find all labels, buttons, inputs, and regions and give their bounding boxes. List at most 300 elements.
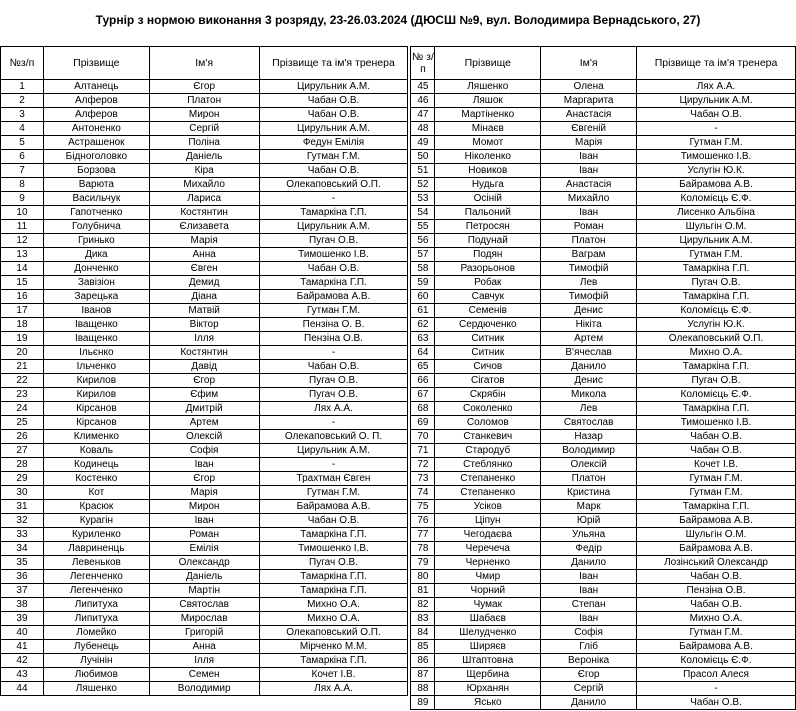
name-cell: Костянтин [149,206,259,220]
table-row [1,612,796,626]
row-number: 38 [1,598,44,612]
name-cell: Давід [149,360,259,374]
coach-cell: Тамаркіна Г.П. [259,654,408,668]
coach-cell: Коломієць Є.Ф. [637,388,796,402]
coach-cell: Лях А.А. [637,80,796,94]
coach-cell: Лях А.А. [259,402,408,416]
row-number: 67 [411,388,435,402]
row-number: 35 [1,556,44,570]
row-number: 81 [411,584,435,598]
surname-cell: Алферов [43,94,149,108]
coach-cell: Чабан О.В. [637,696,796,710]
surname-cell: Скрябін [435,388,541,402]
coach-cell: Чабан О.В. [259,164,408,178]
name-cell: Денис [541,374,637,388]
surname-cell: Мінаєв [435,122,541,136]
coach-cell: Гутман Г.М. [637,486,796,500]
row-number: 41 [1,640,44,654]
name-cell: Євгеній [541,122,637,136]
row-number: 66 [411,374,435,388]
table-row [1,654,796,668]
table-row [1,556,796,570]
coach-cell: Чабан О.В. [637,444,796,458]
name-cell: Іван [541,150,637,164]
name-cell: Єфим [149,388,259,402]
row-number: 27 [1,444,44,458]
name-cell: Сергій [541,682,637,696]
name-cell: Мирослав [149,612,259,626]
row-number: 33 [1,528,44,542]
row-number: 8 [1,178,44,192]
row-number: 48 [411,122,435,136]
row-number: 53 [411,192,435,206]
coach-cell: Цирульник А.М. [637,94,796,108]
coach-cell: Чабан О.В. [637,430,796,444]
name-cell: Єгор [541,668,637,682]
coach-cell: Пензіна О. В. [259,318,408,332]
surname-cell: Осіній [435,192,541,206]
name-cell: Платон [541,472,637,486]
surname-cell: Сердюченко [435,318,541,332]
coach-cell: Лисенко Альбіна [637,206,796,220]
coach-cell: Байрамова А.В. [259,290,408,304]
coach-cell: Цирульник А.М. [259,444,408,458]
coach-cell: Олекаповський О. П. [259,430,408,444]
name-cell: Степан [541,598,637,612]
table-row [1,472,796,486]
coach-cell: Прасол Алеся [637,668,796,682]
coach-cell: Михно О.А. [637,346,796,360]
name-cell: Платон [149,94,259,108]
coach-cell: Чабан О.В. [637,598,796,612]
table-row [1,80,796,94]
surname-cell: Ляшенко [43,682,149,696]
table-row [1,220,796,234]
row-number: 76 [411,514,435,528]
coach-cell: Тимошенко І.В. [637,150,796,164]
surname-cell: Разорьонов [435,262,541,276]
name-cell: Святослав [149,598,259,612]
coach-cell: Тамаркіна Г.П. [637,290,796,304]
surname-cell: Момот [435,136,541,150]
name-cell: Маргарита [541,94,637,108]
coach-cell: Олекаповський О.П. [637,332,796,346]
row-number: 80 [411,570,435,584]
name-cell: Вероніка [541,654,637,668]
surname-cell: Щербина [435,668,541,682]
table-row [1,346,796,360]
row-number: 75 [411,500,435,514]
surname-cell: Шелудченко [435,626,541,640]
surname-cell: Куриленко [43,528,149,542]
row-number: 18 [1,318,44,332]
surname-cell: Степаненко [435,472,541,486]
name-cell: Ілля [149,332,259,346]
page-title: Турнір з нормою виконання 3 розряду, 23-26.03.2024 (ДЮСШ №9, вул. Володимира Вернадського, 27) [95,13,701,27]
surname-cell: Стеблянко [435,458,541,472]
row-number: 45 [411,80,435,94]
table-row [1,682,796,696]
surname-cell: Зарецька [43,290,149,304]
name-cell: Платон [541,234,637,248]
row-number: 69 [411,416,435,430]
row-number: 24 [1,402,44,416]
table-row [1,164,796,178]
name-cell: Євген [149,262,259,276]
name-cell: Лариса [149,192,259,206]
name-cell: Михайло [149,178,259,192]
surname-cell: Липитуха [43,598,149,612]
coach-cell: Гутман Г.М. [637,136,796,150]
row-number: 54 [411,206,435,220]
coach-cell: Тимошенко І.В. [637,416,796,430]
surname-cell: Варюта [43,178,149,192]
row-number: 57 [411,248,435,262]
surname-cell: Легенченко [43,570,149,584]
surname-cell: Іванов [43,304,149,318]
coach-cell: Тамаркіна Г.П. [637,500,796,514]
surname-cell: Шабаєв [435,612,541,626]
surname-cell: Лубенець [43,640,149,654]
coach-cell: Байрамова А.В. [637,542,796,556]
header-surname-right: Прізвище [435,47,541,80]
name-cell: Лев [541,276,637,290]
surname-cell: Кирилов [43,374,149,388]
surname-cell: Курагін [43,514,149,528]
coach-cell: Гутман Г.М. [259,486,408,500]
coach-cell: - [259,346,408,360]
table-row [1,276,796,290]
table-row [1,444,796,458]
name-cell: Костянтин [149,346,259,360]
table-row [1,696,796,710]
coach-cell: Байрамова А.В. [637,640,796,654]
row-number: 37 [1,584,44,598]
name-cell: Михайло [541,192,637,206]
row-number: 4 [1,122,44,136]
name-cell: Святослав [541,416,637,430]
row-number: 64 [411,346,435,360]
row-number: 10 [1,206,44,220]
name-cell: Іван [541,570,637,584]
surname-cell: Іващенко [43,332,149,346]
row-number: 43 [1,668,44,682]
coach-cell: Михно О.А. [259,612,408,626]
row-number: 20 [1,346,44,360]
surname-cell: Антоненко [43,122,149,136]
row-number: 83 [411,612,435,626]
name-cell: Олексій [541,458,637,472]
row-number: 87 [411,668,435,682]
surname-cell: Бідноголовко [43,150,149,164]
row-number: 16 [1,290,44,304]
table-row [1,262,796,276]
row-number: 56 [411,234,435,248]
surname-cell: Завізіон [43,276,149,290]
table-row [1,668,796,682]
name-cell: Семен [149,668,259,682]
surname-cell: Іващенко [43,318,149,332]
name-cell: Тимофій [541,262,637,276]
surname-cell: Ільченко [43,360,149,374]
empty-cell [259,696,408,710]
row-number: 61 [411,304,435,318]
empty-cell [149,696,259,710]
coach-cell: - [637,682,796,696]
surname-cell: Мартіненко [435,108,541,122]
table-row [1,458,796,472]
coach-cell: Олекаповський О.П. [259,626,408,640]
coach-cell: Цирульник А.М. [259,80,408,94]
surname-cell: Робак [435,276,541,290]
name-cell: Роман [149,528,259,542]
name-cell: Анна [149,248,259,262]
surname-cell: Кирилов [43,388,149,402]
row-number: 63 [411,332,435,346]
coach-cell: Шульгін О.М. [637,528,796,542]
coach-cell: - [259,416,408,430]
coach-cell: Пензіна О.В. [259,332,408,346]
table-row [1,416,796,430]
name-cell: Марія [149,486,259,500]
coach-cell: Коломієць Є.Ф. [637,304,796,318]
name-cell: Мирон [149,500,259,514]
surname-cell: Дика [43,248,149,262]
coach-cell: Кочет І.В. [259,668,408,682]
name-cell: Іван [541,206,637,220]
row-number: 89 [411,696,435,710]
name-cell: Єлизавета [149,220,259,234]
name-cell: Віктор [149,318,259,332]
name-cell: Сергій [149,122,259,136]
coach-cell: Трахтман Євген [259,472,408,486]
row-number: 70 [411,430,435,444]
name-cell: Данило [541,556,637,570]
coach-cell: Тимошенко І.В. [259,542,408,556]
surname-cell: Чегодаєва [435,528,541,542]
name-cell: Іван [541,164,637,178]
coach-cell: Михно О.А. [637,612,796,626]
surname-cell: Черненко [435,556,541,570]
coach-cell: Пугач О.В. [259,374,408,388]
coach-cell: Тамаркіна Г.П. [259,528,408,542]
row-number: 47 [411,108,435,122]
row-number: 44 [1,682,44,696]
header-coach: Прізвище та ім'я тренера [259,47,408,80]
table-row [1,598,796,612]
table-row [1,192,796,206]
coach-cell: Пугач О.В. [637,276,796,290]
surname-cell: Лавриненць [43,542,149,556]
name-cell: Олексій [149,430,259,444]
table-row [1,626,796,640]
name-cell: Даніель [149,570,259,584]
table-row [1,374,796,388]
name-cell: Єгор [149,80,259,94]
coach-cell: Тамаркіна Г.П. [259,570,408,584]
row-number: 11 [1,220,44,234]
coach-cell: - [259,458,408,472]
row-number: 84 [411,626,435,640]
coach-cell: Байрамова А.В. [637,514,796,528]
row-number: 26 [1,430,44,444]
coach-cell: Гутман Г.М. [637,248,796,262]
name-cell: Данило [541,696,637,710]
header-number-right-label: № з/п [411,51,434,75]
name-cell: Марк [541,500,637,514]
table-row [1,514,796,528]
coach-cell: Чабан О.В. [259,262,408,276]
surname-cell: Чумак [435,598,541,612]
row-number: 74 [411,486,435,500]
row-number: 71 [411,444,435,458]
header-name: Ім'я [149,47,259,80]
surname-cell: Астрашенок [43,136,149,150]
surname-cell: Кірсанов [43,416,149,430]
surname-cell: Кодинець [43,458,149,472]
name-cell: Іван [149,458,259,472]
name-cell: Денис [541,304,637,318]
surname-cell: Соколенко [435,402,541,416]
coach-cell: Чабан О.В. [259,514,408,528]
table-row [1,108,796,122]
table-body [1,80,796,710]
surname-cell: Алтанець [43,80,149,94]
coach-cell: Пугач О.В. [637,374,796,388]
coach-cell: Цирульник А.М. [637,234,796,248]
name-cell: Матвій [149,304,259,318]
name-cell: Емілія [149,542,259,556]
row-number: 12 [1,234,44,248]
coach-cell: Чабан О.В. [259,108,408,122]
header-number-right [411,47,435,80]
coach-cell: Пензіна О.В. [637,584,796,598]
name-cell: Данило [541,360,637,374]
surname-cell: Сичов [435,360,541,374]
table-row [1,388,796,402]
surname-cell: Ситник [435,332,541,346]
name-cell: Іван [149,514,259,528]
name-cell: Григорій [149,626,259,640]
row-number: 46 [411,94,435,108]
participants-table [0,46,796,710]
name-cell: Анастасія [541,178,637,192]
coach-cell: Пугач О.В. [259,556,408,570]
surname-cell: Чорний [435,584,541,598]
coach-cell: Коломієць Є.Ф. [637,192,796,206]
row-number: 6 [1,150,44,164]
surname-cell: Петросян [435,220,541,234]
name-cell: В'ячеслав [541,346,637,360]
row-number: 52 [411,178,435,192]
row-number: 59 [411,276,435,290]
row-number: 21 [1,360,44,374]
surname-cell: Ціпун [435,514,541,528]
coach-cell: Пугач О.В. [259,234,408,248]
surname-cell: Чмир [435,570,541,584]
table-row [1,528,796,542]
coach-cell: Цирульник А.М. [259,220,408,234]
row-number: 14 [1,262,44,276]
row-number: 42 [1,654,44,668]
name-cell: Микола [541,388,637,402]
surname-cell: Костенко [43,472,149,486]
name-cell: Кристина [541,486,637,500]
table-row [1,640,796,654]
surname-cell: Новиков [435,164,541,178]
row-number: 77 [411,528,435,542]
surname-cell: Гринько [43,234,149,248]
row-number: 15 [1,276,44,290]
table-row [1,304,796,318]
coach-cell: Цирульник А.М. [259,122,408,136]
surname-cell: Ільєнко [43,346,149,360]
surname-cell: Алферов [43,108,149,122]
empty-cell [1,696,44,710]
table-row [1,570,796,584]
row-number: 19 [1,332,44,346]
coach-cell: Гутман Г.М. [637,472,796,486]
header-number: №з/п [1,47,44,80]
row-number: 50 [411,150,435,164]
table-row [1,430,796,444]
row-number: 28 [1,458,44,472]
name-cell: Анна [149,640,259,654]
table-row [1,486,796,500]
row-number: 68 [411,402,435,416]
row-number: 17 [1,304,44,318]
coach-cell: Тимошенко І.В. [259,248,408,262]
surname-cell: Красюк [43,500,149,514]
name-cell: Єгор [149,472,259,486]
name-cell: Тимофій [541,290,637,304]
surname-cell: Коваль [43,444,149,458]
coach-cell: Михно О.А. [259,598,408,612]
surname-cell: Ляшок [435,94,541,108]
name-cell: Роман [541,220,637,234]
name-cell: Мирон [149,108,259,122]
header-name-right: Ім'я [541,47,637,80]
row-number: 78 [411,542,435,556]
row-number: 34 [1,542,44,556]
surname-cell: Голубнича [43,220,149,234]
name-cell: Олена [541,80,637,94]
coach-cell: - [637,122,796,136]
row-number: 72 [411,458,435,472]
row-number: 1 [1,80,44,94]
name-cell: Назар [541,430,637,444]
table-row [1,332,796,346]
name-cell: Анастасія [541,108,637,122]
coach-cell: Коломієць Є.Ф. [637,654,796,668]
surname-cell: Савчук [435,290,541,304]
table-row [1,150,796,164]
table-header-row [1,47,796,80]
name-cell: Софія [541,626,637,640]
surname-cell: Кот [43,486,149,500]
table-row [1,500,796,514]
row-number: 25 [1,416,44,430]
coach-cell: Федун Емілія [259,136,408,150]
surname-cell: Борзова [43,164,149,178]
name-cell: Дмитрій [149,402,259,416]
surname-cell: Степаненко [435,486,541,500]
table-row [1,402,796,416]
surname-cell: Клименко [43,430,149,444]
coach-cell: Лозінський Олександр [637,556,796,570]
surname-cell: Подян [435,248,541,262]
name-cell: Артем [149,416,259,430]
